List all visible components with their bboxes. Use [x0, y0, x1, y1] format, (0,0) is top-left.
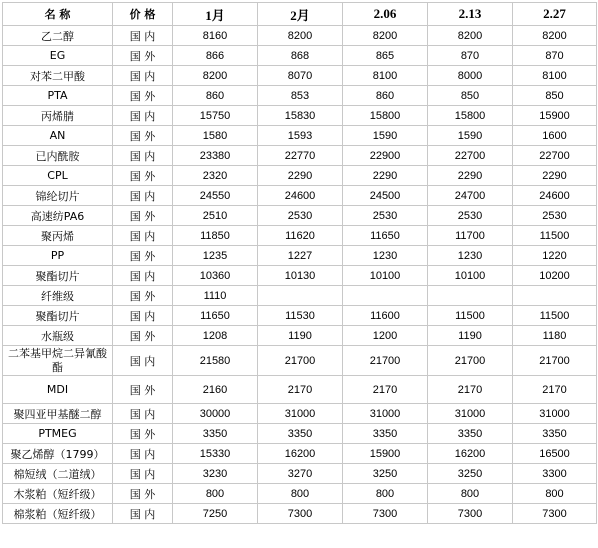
price-cell: 1200 [343, 326, 428, 346]
price-cell: 7300 [343, 504, 428, 524]
price-cell: 7300 [513, 504, 597, 524]
price-cell: 30000 [173, 404, 258, 424]
price-cell: 7300 [258, 504, 343, 524]
price-cell: 16200 [258, 444, 343, 464]
price-cell: 21700 [428, 346, 513, 376]
table-row [3, 126, 597, 146]
price-cell: 21700 [513, 346, 597, 376]
price-cell: 16500 [513, 444, 597, 464]
price-cell: 2170 [258, 376, 343, 404]
market-label: 国 外 [113, 46, 173, 66]
product-name: PP [3, 246, 113, 266]
price-cell: 1600 [513, 126, 597, 146]
market-label: 国 内 [113, 26, 173, 46]
price-cell: 10100 [343, 266, 428, 286]
price-cell: 24600 [258, 186, 343, 206]
price-cell: 8100 [513, 66, 597, 86]
price-cell: 870 [513, 46, 597, 66]
price-cell: 2290 [428, 166, 513, 186]
price-cell [343, 286, 428, 306]
table-row [3, 306, 597, 326]
market-label: 国 内 [113, 464, 173, 484]
price-cell: 3350 [513, 424, 597, 444]
header-col-213: 2.13 [428, 3, 513, 26]
price-cell: 850 [513, 86, 597, 106]
market-label: 国 外 [113, 376, 173, 404]
table-row [3, 376, 597, 404]
price-cell: 3350 [258, 424, 343, 444]
product-name: 聚丙烯 [3, 226, 113, 246]
price-cell: 2530 [343, 206, 428, 226]
table-row [3, 326, 597, 346]
table-row [3, 464, 597, 484]
product-name: 聚酯切片 [3, 306, 113, 326]
price-cell: 865 [343, 46, 428, 66]
price-cell: 15330 [173, 444, 258, 464]
market-label: 国 外 [113, 326, 173, 346]
price-cell: 1593 [258, 126, 343, 146]
product-name: 锦纶切片 [3, 186, 113, 206]
price-cell: 2160 [173, 376, 258, 404]
market-label: 国 内 [113, 444, 173, 464]
table-row [3, 106, 597, 126]
price-cell: 24550 [173, 186, 258, 206]
price-cell: 21700 [343, 346, 428, 376]
table-row [3, 146, 597, 166]
price-cell: 21580 [173, 346, 258, 376]
price-cell: 8160 [173, 26, 258, 46]
market-label: 国 内 [113, 146, 173, 166]
price-cell: 11600 [343, 306, 428, 326]
price-cell: 24700 [428, 186, 513, 206]
product-name: 水瓶级 [3, 326, 113, 346]
price-cell: 870 [428, 46, 513, 66]
header-col-227: 2.27 [513, 3, 597, 26]
product-name: 纤维级 [3, 286, 113, 306]
price-cell: 8200 [513, 26, 597, 46]
table-row [3, 286, 597, 306]
price-cell: 2290 [258, 166, 343, 186]
price-cell [513, 286, 597, 306]
price-cell: 31000 [343, 404, 428, 424]
price-cell: 10130 [258, 266, 343, 286]
price-cell: 24600 [513, 186, 597, 206]
product-name: 棉浆粕（短纤级） [3, 504, 113, 524]
price-cell: 31000 [428, 404, 513, 424]
table-row [3, 206, 597, 226]
price-cell: 1230 [343, 246, 428, 266]
market-label: 国 内 [113, 266, 173, 286]
table-row [3, 424, 597, 444]
price-cell: 7300 [428, 504, 513, 524]
price-cell: 16200 [428, 444, 513, 464]
price-cell: 11650 [343, 226, 428, 246]
product-name-line1: 二苯基甲烷二异氰酸 [8, 346, 107, 360]
price-cell: 850 [428, 86, 513, 106]
product-name: MDI [3, 376, 113, 404]
product-name: 丙烯腈 [3, 106, 113, 126]
price-cell: 3300 [513, 464, 597, 484]
price-cell: 11700 [428, 226, 513, 246]
price-cell: 15750 [173, 106, 258, 126]
market-label: 国 外 [113, 206, 173, 226]
price-cell: 860 [173, 86, 258, 106]
product-name: PTA [3, 86, 113, 106]
table-row [3, 504, 597, 524]
market-label: 国 外 [113, 484, 173, 504]
price-cell: 1235 [173, 246, 258, 266]
price-cell: 22770 [258, 146, 343, 166]
market-label: 国 外 [113, 126, 173, 146]
price-cell: 866 [173, 46, 258, 66]
price-cell: 1180 [513, 326, 597, 346]
price-cell: 22900 [343, 146, 428, 166]
price-cell: 860 [343, 86, 428, 106]
price-cell: 2170 [343, 376, 428, 404]
price-cell: 2290 [343, 166, 428, 186]
market-label: 国 内 [113, 66, 173, 86]
product-name: 棉短绒（二道绒） [3, 464, 113, 484]
price-cell: 1580 [173, 126, 258, 146]
market-label: 国 内 [113, 186, 173, 206]
price-cell: 800 [173, 484, 258, 504]
table-row [3, 86, 597, 106]
price-cell: 3350 [173, 424, 258, 444]
table-row [3, 246, 597, 266]
market-label: 国 外 [113, 86, 173, 106]
price-cell: 7250 [173, 504, 258, 524]
price-cell: 10200 [513, 266, 597, 286]
price-cell: 8200 [343, 26, 428, 46]
price-cell: 15800 [343, 106, 428, 126]
product-name: 木浆粕（短纤级） [3, 484, 113, 504]
header-row [3, 3, 597, 26]
market-label: 国 内 [113, 106, 173, 126]
product-name [3, 346, 113, 376]
price-cell: 15900 [343, 444, 428, 464]
product-name: 对苯二甲酸 [3, 66, 113, 86]
table-row [3, 66, 597, 86]
price-cell: 22700 [513, 146, 597, 166]
price-cell: 15900 [513, 106, 597, 126]
table-row [3, 226, 597, 246]
table-row [3, 46, 597, 66]
price-cell: 800 [258, 484, 343, 504]
price-cell: 10100 [428, 266, 513, 286]
product-name: 已内酰胺 [3, 146, 113, 166]
price-cell: 15830 [258, 106, 343, 126]
price-cell: 1590 [428, 126, 513, 146]
price-cell: 1227 [258, 246, 343, 266]
price-cell: 2320 [173, 166, 258, 186]
price-cell: 15800 [428, 106, 513, 126]
header-price: 价 格 [113, 3, 173, 26]
price-cell: 800 [513, 484, 597, 504]
product-name-line2: 酯 [52, 360, 63, 374]
price-cell: 800 [428, 484, 513, 504]
header-col-feb: 2月 [258, 3, 343, 26]
price-cell: 1220 [513, 246, 597, 266]
price-cell: 8200 [258, 26, 343, 46]
product-name: 聚四亚甲基醚二醇 [3, 404, 113, 424]
market-label: 国 外 [113, 166, 173, 186]
price-cell: 2530 [428, 206, 513, 226]
price-cell: 868 [258, 46, 343, 66]
market-label: 国 外 [113, 424, 173, 444]
market-label: 国 外 [113, 246, 173, 266]
price-cell: 1590 [343, 126, 428, 146]
price-cell: 3230 [173, 464, 258, 484]
price-cell: 24500 [343, 186, 428, 206]
product-name: CPL [3, 166, 113, 186]
price-cell [258, 286, 343, 306]
price-cell: 2530 [258, 206, 343, 226]
price-table [2, 2, 597, 524]
price-cell: 8070 [258, 66, 343, 86]
table-row [3, 404, 597, 424]
price-cell: 3350 [343, 424, 428, 444]
table-row [3, 484, 597, 504]
product-name: EG [3, 46, 113, 66]
price-cell: 21700 [258, 346, 343, 376]
price-cell: 3250 [428, 464, 513, 484]
price-cell: 11500 [513, 226, 597, 246]
market-label: 国 内 [113, 306, 173, 326]
price-cell: 31000 [513, 404, 597, 424]
product-name: 聚酯切片 [3, 266, 113, 286]
price-cell: 11500 [513, 306, 597, 326]
price-cell [428, 286, 513, 306]
table-row [3, 166, 597, 186]
product-name: 乙二醇 [3, 26, 113, 46]
price-cell: 2530 [513, 206, 597, 226]
market-label: 国 内 [113, 226, 173, 246]
price-cell: 31000 [258, 404, 343, 424]
price-cell: 11530 [258, 306, 343, 326]
market-label: 国 内 [113, 504, 173, 524]
price-cell: 2170 [513, 376, 597, 404]
price-cell: 11620 [258, 226, 343, 246]
table-row [3, 444, 597, 464]
price-cell: 8200 [428, 26, 513, 46]
price-cell: 1190 [258, 326, 343, 346]
price-cell: 1190 [428, 326, 513, 346]
price-cell: 3270 [258, 464, 343, 484]
product-name: AN [3, 126, 113, 146]
price-cell: 853 [258, 86, 343, 106]
price-cell: 11650 [173, 306, 258, 326]
price-cell: 1230 [428, 246, 513, 266]
price-cell: 2290 [513, 166, 597, 186]
price-cell: 8000 [428, 66, 513, 86]
price-cell: 3250 [343, 464, 428, 484]
price-cell: 8100 [343, 66, 428, 86]
market-label: 国 内 [113, 404, 173, 424]
price-cell: 2170 [428, 376, 513, 404]
table-row [3, 346, 597, 376]
product-name: 聚乙烯醇（1799） [3, 444, 113, 464]
price-cell: 11500 [428, 306, 513, 326]
table-row [3, 266, 597, 286]
price-cell: 11850 [173, 226, 258, 246]
product-name: 高速纺PA6 [3, 206, 113, 226]
product-name: PTMEG [3, 424, 113, 444]
header-col-jan: 1月 [173, 3, 258, 26]
price-cell: 10360 [173, 266, 258, 286]
table-row [3, 186, 597, 206]
market-label: 国 内 [113, 346, 173, 376]
price-table-container [2, 2, 597, 524]
price-cell: 2510 [173, 206, 258, 226]
price-cell: 23380 [173, 146, 258, 166]
table-row [3, 26, 597, 46]
price-cell: 3350 [428, 424, 513, 444]
header-col-206: 2.06 [343, 3, 428, 26]
market-label: 国 外 [113, 286, 173, 306]
price-cell: 22700 [428, 146, 513, 166]
price-cell: 1110 [173, 286, 258, 306]
header-name: 名 称 [3, 3, 113, 26]
price-cell: 8200 [173, 66, 258, 86]
price-cell: 1208 [173, 326, 258, 346]
price-cell: 800 [343, 484, 428, 504]
